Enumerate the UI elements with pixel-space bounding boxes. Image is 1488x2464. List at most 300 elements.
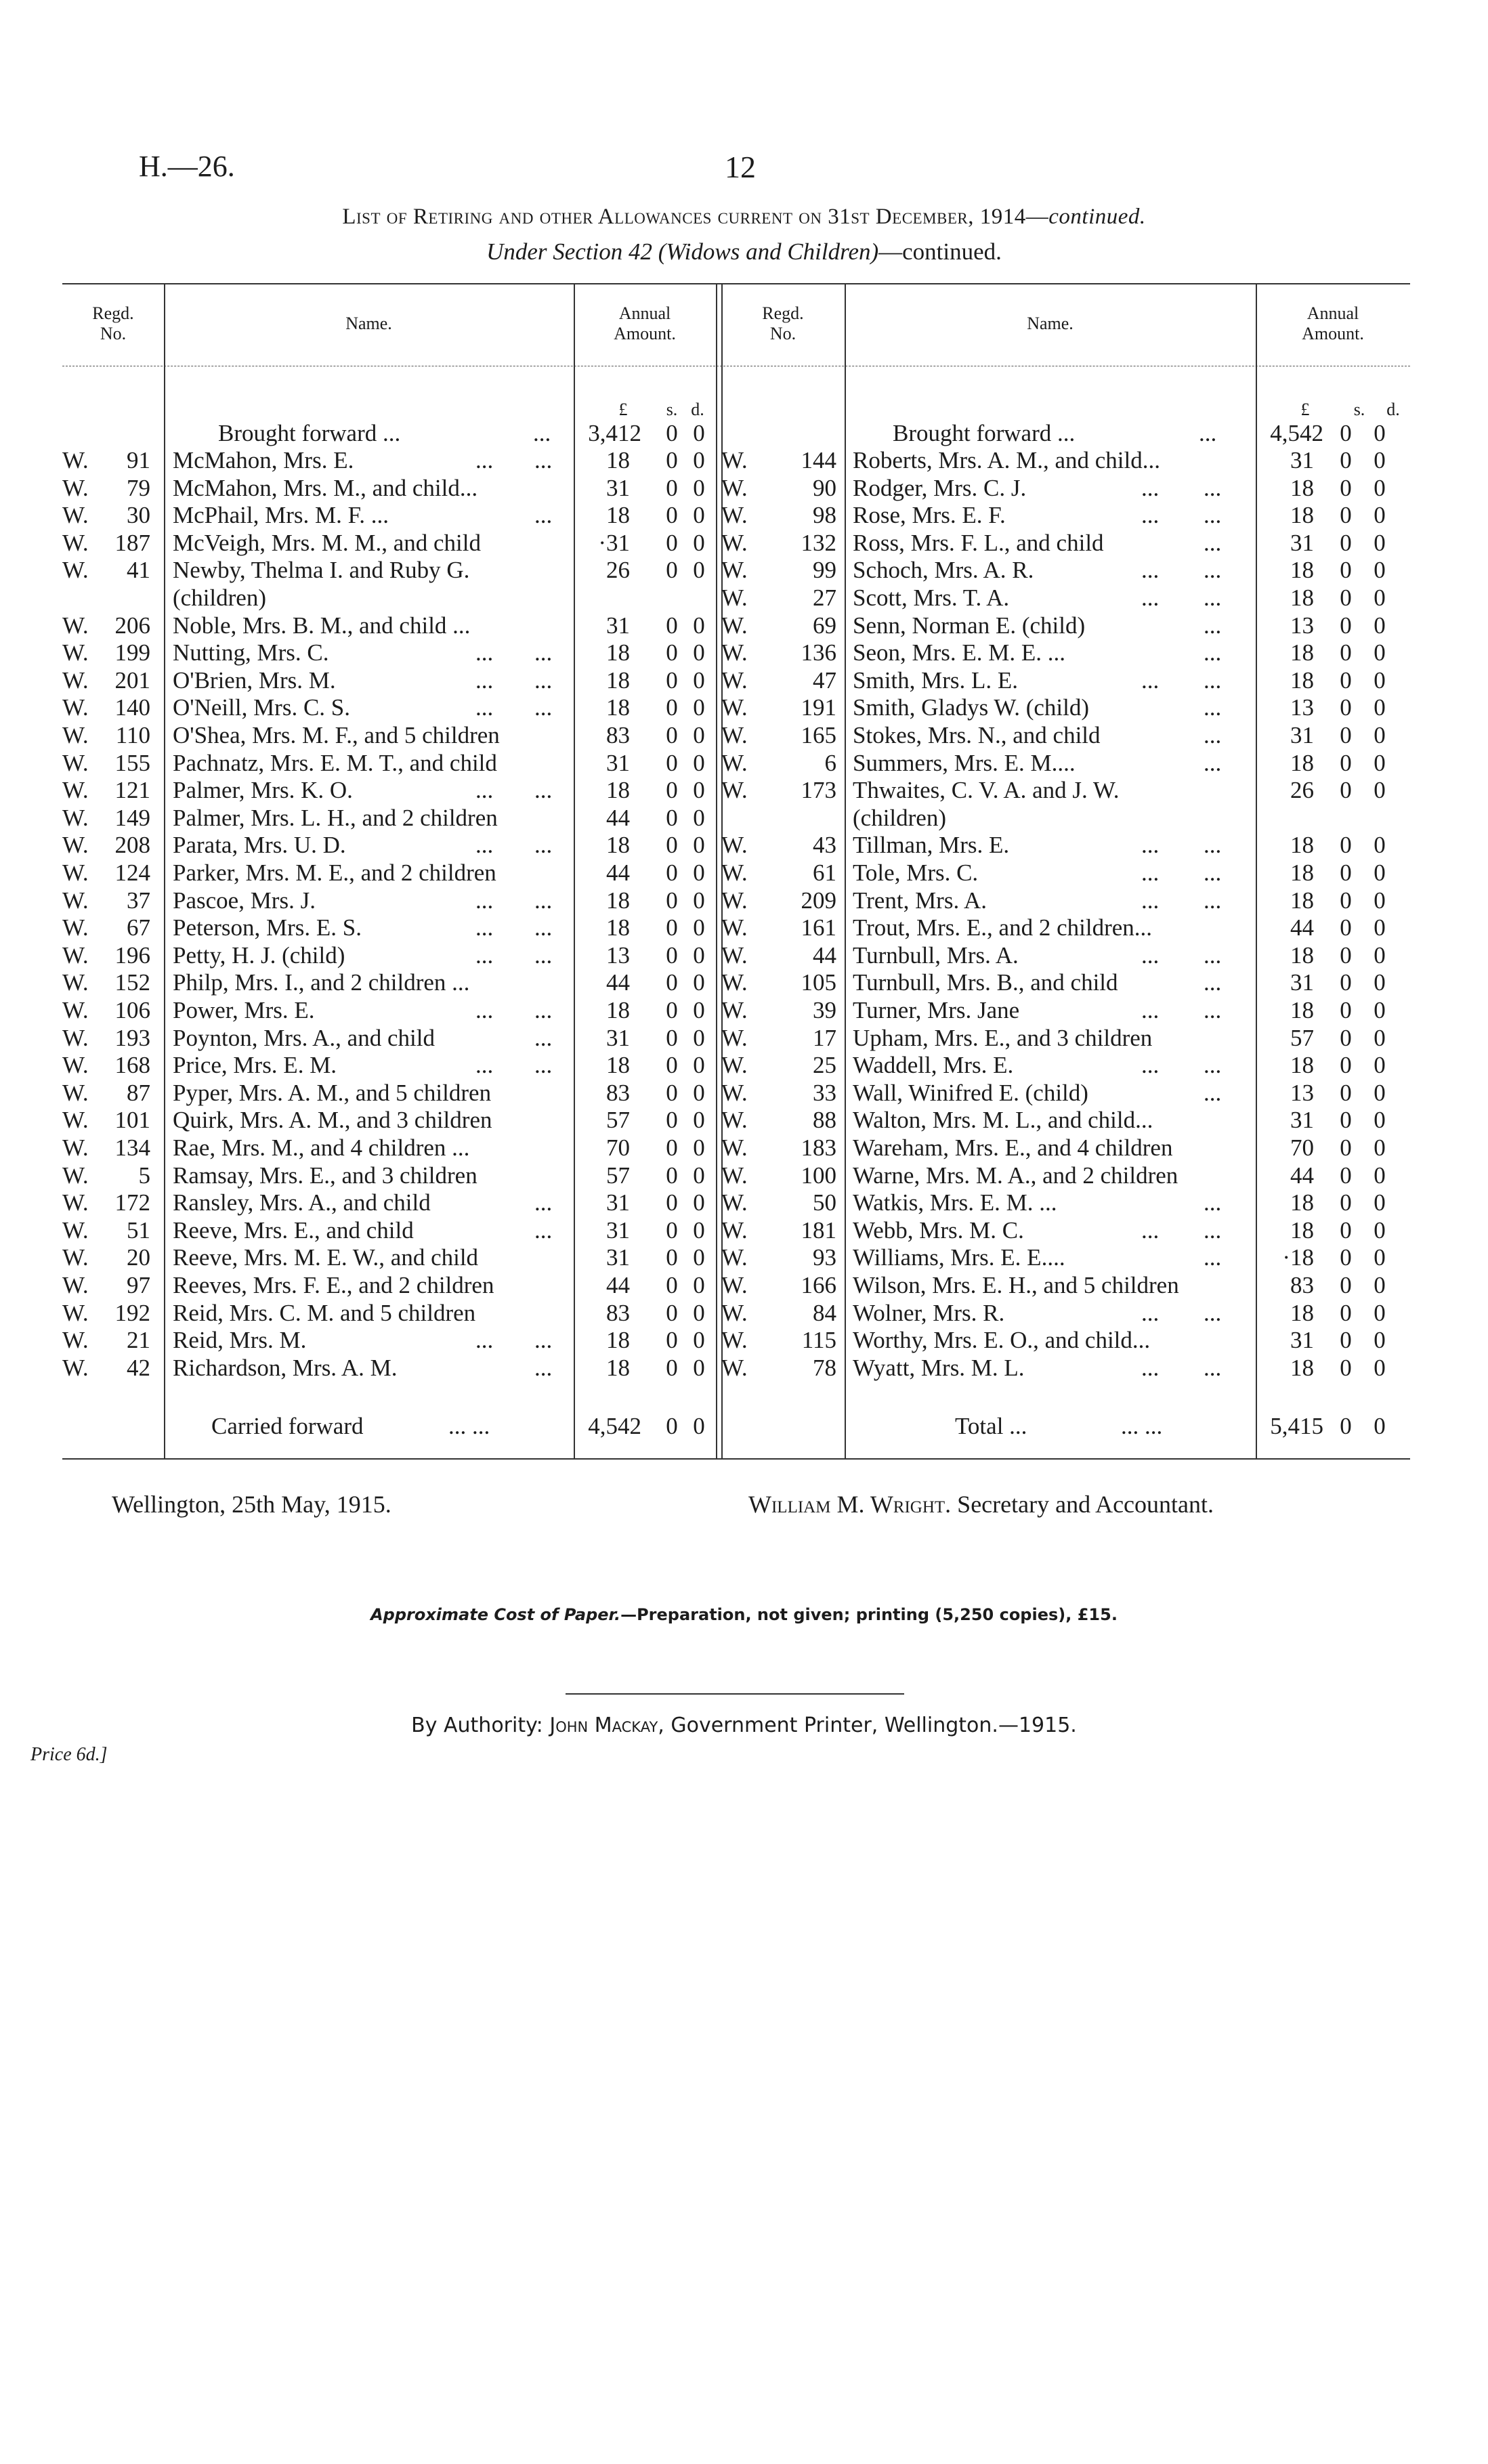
amount-shillings: 0	[666, 1107, 678, 1134]
amount-shillings: 0	[1340, 585, 1352, 611]
amount-shillings: 0	[1340, 1244, 1352, 1271]
beneficiary-name: (children)	[173, 585, 266, 611]
beneficiary-name: Schoch, Mrs. A. R.	[853, 557, 1034, 584]
beneficiary-name: (children)	[853, 804, 946, 831]
leader-dots: ...	[475, 997, 494, 1023]
unit-pounds-right: £	[1300, 400, 1310, 419]
page-subtitle	[0, 238, 1488, 265]
amount-pence: 0	[693, 969, 705, 996]
regd-prefix: W.	[62, 1354, 89, 1381]
regd-prefix: W.	[62, 777, 89, 804]
amount-pence: 0	[693, 1052, 705, 1079]
amount-shillings: 0	[666, 1354, 678, 1381]
beneficiary-name: McMahon, Mrs. M., and child...	[173, 474, 478, 501]
brought-forward-pence-left: 0	[693, 420, 705, 446]
table-row	[62, 914, 716, 941]
amount-pence: 0	[693, 1327, 705, 1354]
leader-dots: ...	[1204, 997, 1222, 1023]
regd-number: 47	[813, 666, 836, 694]
total-row	[721, 1413, 1410, 1440]
regd-number: 110	[115, 722, 150, 748]
amount-pence: 0	[1374, 1272, 1386, 1298]
amount-shillings: 0	[666, 666, 678, 694]
regd-prefix: W.	[62, 1299, 89, 1326]
printer-text: Government Printer, Wellington.—1915.	[671, 1714, 1077, 1737]
amount-pounds: 18	[1290, 941, 1314, 969]
table-row	[62, 585, 716, 612]
amount-pounds: 18	[1290, 887, 1314, 914]
regd-prefix: W.	[62, 1052, 89, 1079]
regd-prefix: W.	[721, 1107, 748, 1134]
regd-number: 106	[114, 997, 150, 1023]
amount-pence: 0	[693, 447, 705, 473]
table-row	[721, 1327, 1410, 1354]
beneficiary-name: Wyatt, Mrs. M. L.	[853, 1354, 1025, 1381]
leader-dots: ...	[534, 639, 553, 666]
leader-dots: ...	[1204, 585, 1222, 611]
title-continued: continued.	[1048, 205, 1146, 229]
beneficiary-name: Philp, Mrs. I., and 2 children ...	[173, 969, 470, 996]
regd-prefix: W.	[721, 585, 748, 611]
beneficiary-name: Pascoe, Mrs. J.	[173, 887, 316, 914]
amount-shillings: 0	[1340, 639, 1352, 666]
beneficiary-name: Waddell, Mrs. E.	[853, 1052, 1014, 1079]
amount-pounds: 18	[1290, 1189, 1314, 1216]
table-row	[721, 1052, 1410, 1079]
regd-number: 100	[801, 1162, 836, 1189]
table-row	[62, 530, 716, 557]
table-row	[721, 639, 1410, 666]
regd-number: 93	[813, 1244, 836, 1271]
table-row	[721, 832, 1410, 859]
amount-pounds: 18	[606, 639, 630, 666]
amount-shillings: 0	[1340, 777, 1352, 804]
beneficiary-name: Watkis, Mrs. E. M. ...	[853, 1189, 1057, 1216]
regd-number: 61	[813, 859, 836, 886]
amount-pounds: 18	[1290, 557, 1314, 584]
amount-shillings: 0	[1340, 969, 1352, 996]
amount-shillings: 0	[666, 1134, 678, 1161]
leader-dots: ...	[534, 914, 553, 941]
regd-number: 27	[813, 585, 836, 611]
leader-dots: ...	[1141, 1299, 1160, 1326]
regd-number: 39	[813, 997, 836, 1023]
amount-pounds: 18	[606, 694, 630, 721]
regd-prefix: W.	[62, 859, 89, 886]
table-row	[721, 475, 1410, 502]
amount-pence: 0	[1374, 1107, 1386, 1134]
amount-shillings: 0	[1340, 1189, 1352, 1216]
amount-pence: 0	[693, 474, 705, 501]
brought-forward-row-right	[721, 420, 1410, 447]
amount-pounds: 18	[606, 997, 630, 1023]
regd-number: 165	[801, 722, 836, 748]
beneficiary-name: Parata, Mrs. U. D.	[173, 832, 346, 859]
table-row	[62, 805, 716, 832]
leader-dots: ...	[1204, 694, 1222, 721]
amount-pounds: 83	[1290, 1272, 1314, 1298]
regd-prefix: W.	[62, 1327, 89, 1354]
amount-shillings: 0	[1340, 474, 1352, 501]
regd-prefix: W.	[721, 1079, 748, 1106]
table-row	[62, 1272, 716, 1299]
signatory	[748, 1490, 1214, 1518]
document-reference: H.—26.	[139, 150, 235, 183]
leader-dots: ...	[1141, 832, 1160, 859]
table-row	[721, 530, 1410, 557]
table-row	[721, 1355, 1410, 1382]
table-row	[721, 557, 1410, 584]
title-main: List of Retiring and other Allowances current on 31st December, 1914—	[342, 205, 1049, 229]
beneficiary-name: Ross, Mrs. F. L., and child	[853, 529, 1104, 556]
amount-pounds: 31	[606, 612, 630, 639]
regd-prefix: W.	[721, 887, 748, 914]
table-row	[62, 1052, 716, 1079]
regd-number: 172	[114, 1189, 150, 1216]
brought-forward-label-right: Brought forward ...	[893, 420, 1076, 446]
header-regd-left	[62, 303, 164, 344]
amount-pence: 0	[1374, 1079, 1386, 1106]
beneficiary-name: Reeve, Mrs. M. E. W., and child	[173, 1244, 479, 1271]
regd-prefix: W.	[62, 832, 89, 859]
amount-pence: 0	[693, 804, 705, 831]
leader-dots: ...	[1204, 1354, 1222, 1381]
amount-shillings: 0	[666, 529, 678, 556]
amount-shillings: 0	[1340, 1354, 1352, 1381]
regd-number: 132	[801, 529, 836, 556]
table-row	[62, 1025, 716, 1052]
leader-dots: ...	[1204, 832, 1222, 859]
table-row	[721, 1107, 1410, 1134]
leader-dots: ...	[1141, 1052, 1160, 1079]
regd-number: 115	[801, 1327, 836, 1354]
leader-dots: ...	[1204, 941, 1222, 969]
beneficiary-name: McMahon, Mrs. E.	[173, 447, 354, 473]
leader-dots: ...	[1204, 529, 1222, 556]
table-row	[721, 667, 1410, 694]
leader-dots: ...	[1141, 997, 1160, 1023]
regd-prefix: W.	[62, 1272, 89, 1298]
beneficiary-name: Tole, Mrs. C.	[853, 859, 979, 886]
beneficiary-name: Smith, Gladys W. (child)	[853, 694, 1090, 721]
regd-prefix: W.	[62, 1134, 89, 1161]
amount-shillings: 0	[666, 887, 678, 914]
amount-shillings: 0	[666, 1052, 678, 1079]
amount-pence: 0	[1374, 941, 1386, 969]
table-row	[62, 1080, 716, 1107]
approximate-cost	[0, 1605, 1488, 1624]
table-row	[62, 832, 716, 859]
amount-shillings: 0	[1340, 612, 1352, 639]
leader-dots: ...	[1204, 1189, 1222, 1216]
beneficiary-name: Palmer, Mrs. L. H., and 2 children	[173, 804, 498, 831]
amount-pounds: 18	[606, 1327, 630, 1354]
regd-prefix: W.	[62, 1024, 89, 1051]
table-row	[721, 1134, 1410, 1162]
leader-dots: ...	[475, 666, 494, 694]
regd-number: 67	[127, 914, 150, 941]
regd-number: 41	[127, 557, 150, 584]
amount-shillings: 0	[1340, 832, 1352, 859]
table-row	[62, 859, 716, 887]
amount-pounds: 18	[606, 887, 630, 914]
amount-shillings: 0	[1340, 1299, 1352, 1326]
table-row	[721, 1217, 1410, 1244]
regd-number: 206	[114, 612, 150, 639]
beneficiary-name: Ramsay, Mrs. E., and 3 children	[173, 1162, 477, 1189]
amount-pounds: 44	[1290, 914, 1314, 941]
allowances-table	[62, 283, 1410, 1468]
amount-pence: 0	[1374, 694, 1386, 721]
amount-pence: 0	[693, 557, 705, 584]
regd-number: 51	[127, 1216, 150, 1244]
table-row	[721, 694, 1410, 721]
beneficiary-name: Rose, Mrs. E. F.	[853, 502, 1006, 529]
leader-dots: ...	[534, 1189, 553, 1216]
amount-pounds: 18	[606, 502, 630, 529]
leader-dots: ...	[475, 1327, 494, 1354]
regd-prefix: W.	[721, 529, 748, 556]
leader-dots: ...	[475, 694, 494, 721]
amount-pence: 0	[693, 612, 705, 639]
regd-number: 181	[801, 1216, 836, 1244]
beneficiary-name: Reeves, Mrs. F. E., and 2 children	[173, 1272, 494, 1298]
regd-number: 191	[801, 694, 836, 721]
amount-pence: 0	[1374, 969, 1386, 996]
amount-pounds: 31	[606, 474, 630, 501]
regd-prefix: W.	[721, 612, 748, 639]
signatory-name: William M. Wright.	[748, 1491, 952, 1518]
leader-dots: ...	[1141, 666, 1160, 694]
leader-dots: ...	[1204, 722, 1222, 748]
regd-number: 168	[114, 1052, 150, 1079]
leader-dots: ...	[534, 941, 553, 969]
amount-shillings: 0	[666, 694, 678, 721]
signatory-title: Secretary and Accountant.	[957, 1491, 1214, 1518]
regd-number: 78	[813, 1354, 836, 1381]
leader-dots: ...	[1141, 859, 1160, 886]
authority-rule	[566, 1693, 904, 1695]
regd-prefix: W.	[62, 914, 89, 941]
beneficiary-name: Walton, Mrs. M. L., and child...	[853, 1107, 1153, 1134]
table-row	[62, 969, 716, 996]
regd-prefix: W.	[721, 941, 748, 969]
amount-pence: 0	[1374, 914, 1386, 941]
leader-dots: ...	[534, 666, 553, 694]
amount-pounds: 44	[606, 1272, 630, 1298]
header-amount-right-line1: Annual	[1306, 303, 1359, 323]
table-row	[721, 997, 1410, 1024]
regd-number: 88	[813, 1107, 836, 1134]
regd-prefix: W.	[62, 557, 89, 584]
regd-number: 201	[114, 666, 150, 694]
amount-pounds: 18	[1290, 639, 1314, 666]
regd-prefix: W.	[62, 997, 89, 1023]
regd-number: 44	[813, 941, 836, 969]
amount-shillings: 0	[1340, 1327, 1352, 1354]
total-label: Total ...	[955, 1413, 1027, 1439]
regd-number: 187	[114, 529, 150, 556]
amount-shillings: 0	[666, 1216, 678, 1244]
leader-dots: ...	[1141, 474, 1160, 501]
approximate-cost-text: —Preparation, not given; printing (5,250 copies), £15.	[620, 1605, 1118, 1624]
leader-dots: ...	[1204, 749, 1222, 776]
amount-pence: 0	[693, 1162, 705, 1189]
header-amount-left	[574, 303, 716, 344]
header-regd-left-line2: No.	[100, 324, 127, 343]
regd-number: 183	[801, 1134, 836, 1161]
amount-shillings: 0	[666, 859, 678, 886]
regd-number: 42	[127, 1354, 150, 1381]
regd-number: 166	[801, 1272, 836, 1298]
amount-pounds: 83	[606, 1079, 630, 1106]
beneficiary-name: McPhail, Mrs. M. F. ...	[173, 502, 389, 529]
leader-dots: ...	[1141, 887, 1160, 914]
amount-shillings: 0	[666, 749, 678, 776]
amount-shillings: 0	[1340, 1024, 1352, 1051]
regd-number: 209	[801, 887, 836, 914]
regd-prefix: W.	[62, 1244, 89, 1271]
authority-prefix: By Authority:	[411, 1714, 543, 1737]
beneficiary-name: Petty, H. J. (child)	[173, 941, 345, 969]
beneficiary-name: Summers, Mrs. E. M....	[853, 749, 1076, 776]
regd-prefix: W.	[62, 1162, 89, 1189]
table-row	[62, 1162, 716, 1189]
amount-shillings: 0	[666, 1079, 678, 1106]
beneficiary-name: Reid, Mrs. C. M. and 5 children	[173, 1299, 476, 1326]
regd-number: 155	[114, 749, 150, 776]
leader-dots: ...	[1141, 1216, 1160, 1244]
amount-pounds: 18	[606, 777, 630, 804]
regd-prefix: W.	[62, 447, 89, 473]
amount-shillings: 0	[666, 777, 678, 804]
amount-pounds: 18	[606, 914, 630, 941]
amount-pounds: 44	[606, 859, 630, 886]
table-row	[62, 1134, 716, 1162]
regd-prefix: W.	[721, 1299, 748, 1326]
brought-forward-dots-right: ...	[1199, 420, 1217, 446]
brought-forward-pence-right: 0	[1374, 420, 1386, 446]
amount-pounds: 18	[606, 832, 630, 859]
table-row	[62, 942, 716, 969]
amount-pence: 0	[693, 887, 705, 914]
amount-pence: 0	[1374, 1299, 1386, 1326]
table-row	[62, 475, 716, 502]
amount-shillings: 0	[666, 447, 678, 473]
beneficiary-name: Smith, Mrs. L. E.	[853, 666, 1019, 694]
amount-pence: 0	[693, 1299, 705, 1326]
brought-forward-label-left: Brought forward ...	[218, 420, 401, 446]
amount-pounds: 31	[1290, 529, 1314, 556]
leader-dots: ...	[534, 1024, 553, 1051]
amount-shillings: 0	[1340, 447, 1352, 473]
unit-shillings-right: s.	[1353, 400, 1365, 419]
amount-pounds: 31	[1290, 722, 1314, 748]
rule-center-a	[716, 283, 717, 1458]
table-row	[721, 805, 1410, 832]
regd-number: 136	[801, 639, 836, 666]
beneficiary-name: Wareham, Mrs. E., and 4 children	[853, 1134, 1173, 1161]
regd-number: 79	[127, 474, 150, 501]
leader-dots: ...	[1204, 969, 1222, 996]
amount-shillings: 0	[1340, 1162, 1352, 1189]
regd-number: 192	[114, 1299, 150, 1326]
regd-number: 5	[138, 1162, 150, 1189]
beneficiary-name: Palmer, Mrs. K. O.	[173, 777, 353, 804]
regd-prefix: W.	[62, 529, 89, 556]
amount-pounds: 31	[1290, 447, 1314, 473]
regd-prefix: W.	[62, 804, 89, 831]
table-row	[62, 667, 716, 694]
table-row	[721, 1244, 1410, 1271]
header-regd-right	[721, 303, 845, 344]
amount-shillings: 0	[666, 969, 678, 996]
amount-pounds: ·31	[598, 529, 630, 556]
leader-dots: ...	[1141, 502, 1160, 529]
amount-pence: 0	[693, 777, 705, 804]
regd-number: 193	[114, 1024, 150, 1051]
total-shillings: 0	[1340, 1413, 1352, 1439]
amount-shillings: 0	[1340, 1079, 1352, 1106]
regd-prefix: W.	[721, 502, 748, 529]
amount-pence: 0	[1374, 832, 1386, 859]
amount-pounds: 13	[1290, 694, 1314, 721]
leader-dots: ...	[1141, 557, 1160, 584]
header-amount-left-line1: Annual	[618, 303, 671, 323]
table-row	[721, 722, 1410, 749]
amount-pence: 0	[1374, 1354, 1386, 1381]
beneficiary-name: Pachnatz, Mrs. E. M. T., and child	[173, 749, 497, 776]
leader-dots: ...	[475, 887, 494, 914]
beneficiary-name: Turner, Mrs. Jane	[853, 997, 1020, 1023]
regd-number: 173	[801, 777, 836, 804]
table-row	[62, 612, 716, 639]
amount-pounds: 13	[606, 941, 630, 969]
amount-pounds: ·18	[1282, 1244, 1314, 1271]
regd-number: 121	[114, 777, 150, 804]
header-name-left: Name.	[345, 314, 392, 333]
table-row	[721, 942, 1410, 969]
regd-prefix: W.	[62, 612, 89, 639]
beneficiary-name: Thwaites, C. V. A. and J. W.	[853, 777, 1120, 804]
beneficiary-name: O'Brien, Mrs. M.	[173, 666, 336, 694]
leader-dots: ...	[1204, 639, 1222, 666]
leader-dots: ...	[534, 1327, 553, 1354]
amount-pounds: 18	[1290, 997, 1314, 1023]
regd-number: 90	[813, 474, 836, 501]
table-row	[62, 1189, 716, 1216]
regd-number: 124	[114, 859, 150, 886]
table-row	[62, 447, 716, 474]
table-row	[721, 750, 1410, 777]
amount-shillings: 0	[666, 1244, 678, 1271]
amount-pounds: 70	[606, 1134, 630, 1161]
table-row	[721, 447, 1410, 474]
regd-prefix: W.	[721, 557, 748, 584]
amount-pounds: 18	[1290, 749, 1314, 776]
regd-prefix: W.	[721, 474, 748, 501]
amount-pounds: 18	[1290, 859, 1314, 886]
amount-pounds: 44	[606, 804, 630, 831]
regd-prefix: W.	[62, 1107, 89, 1134]
amount-pence: 0	[693, 1024, 705, 1051]
table-row	[62, 722, 716, 749]
amount-shillings: 0	[666, 941, 678, 969]
leader-dots: ...	[475, 832, 494, 859]
regd-number: 30	[127, 502, 150, 529]
beneficiary-name: Warne, Mrs. M. A., and 2 children	[853, 1162, 1178, 1189]
leader-dots: ...	[1141, 585, 1160, 611]
